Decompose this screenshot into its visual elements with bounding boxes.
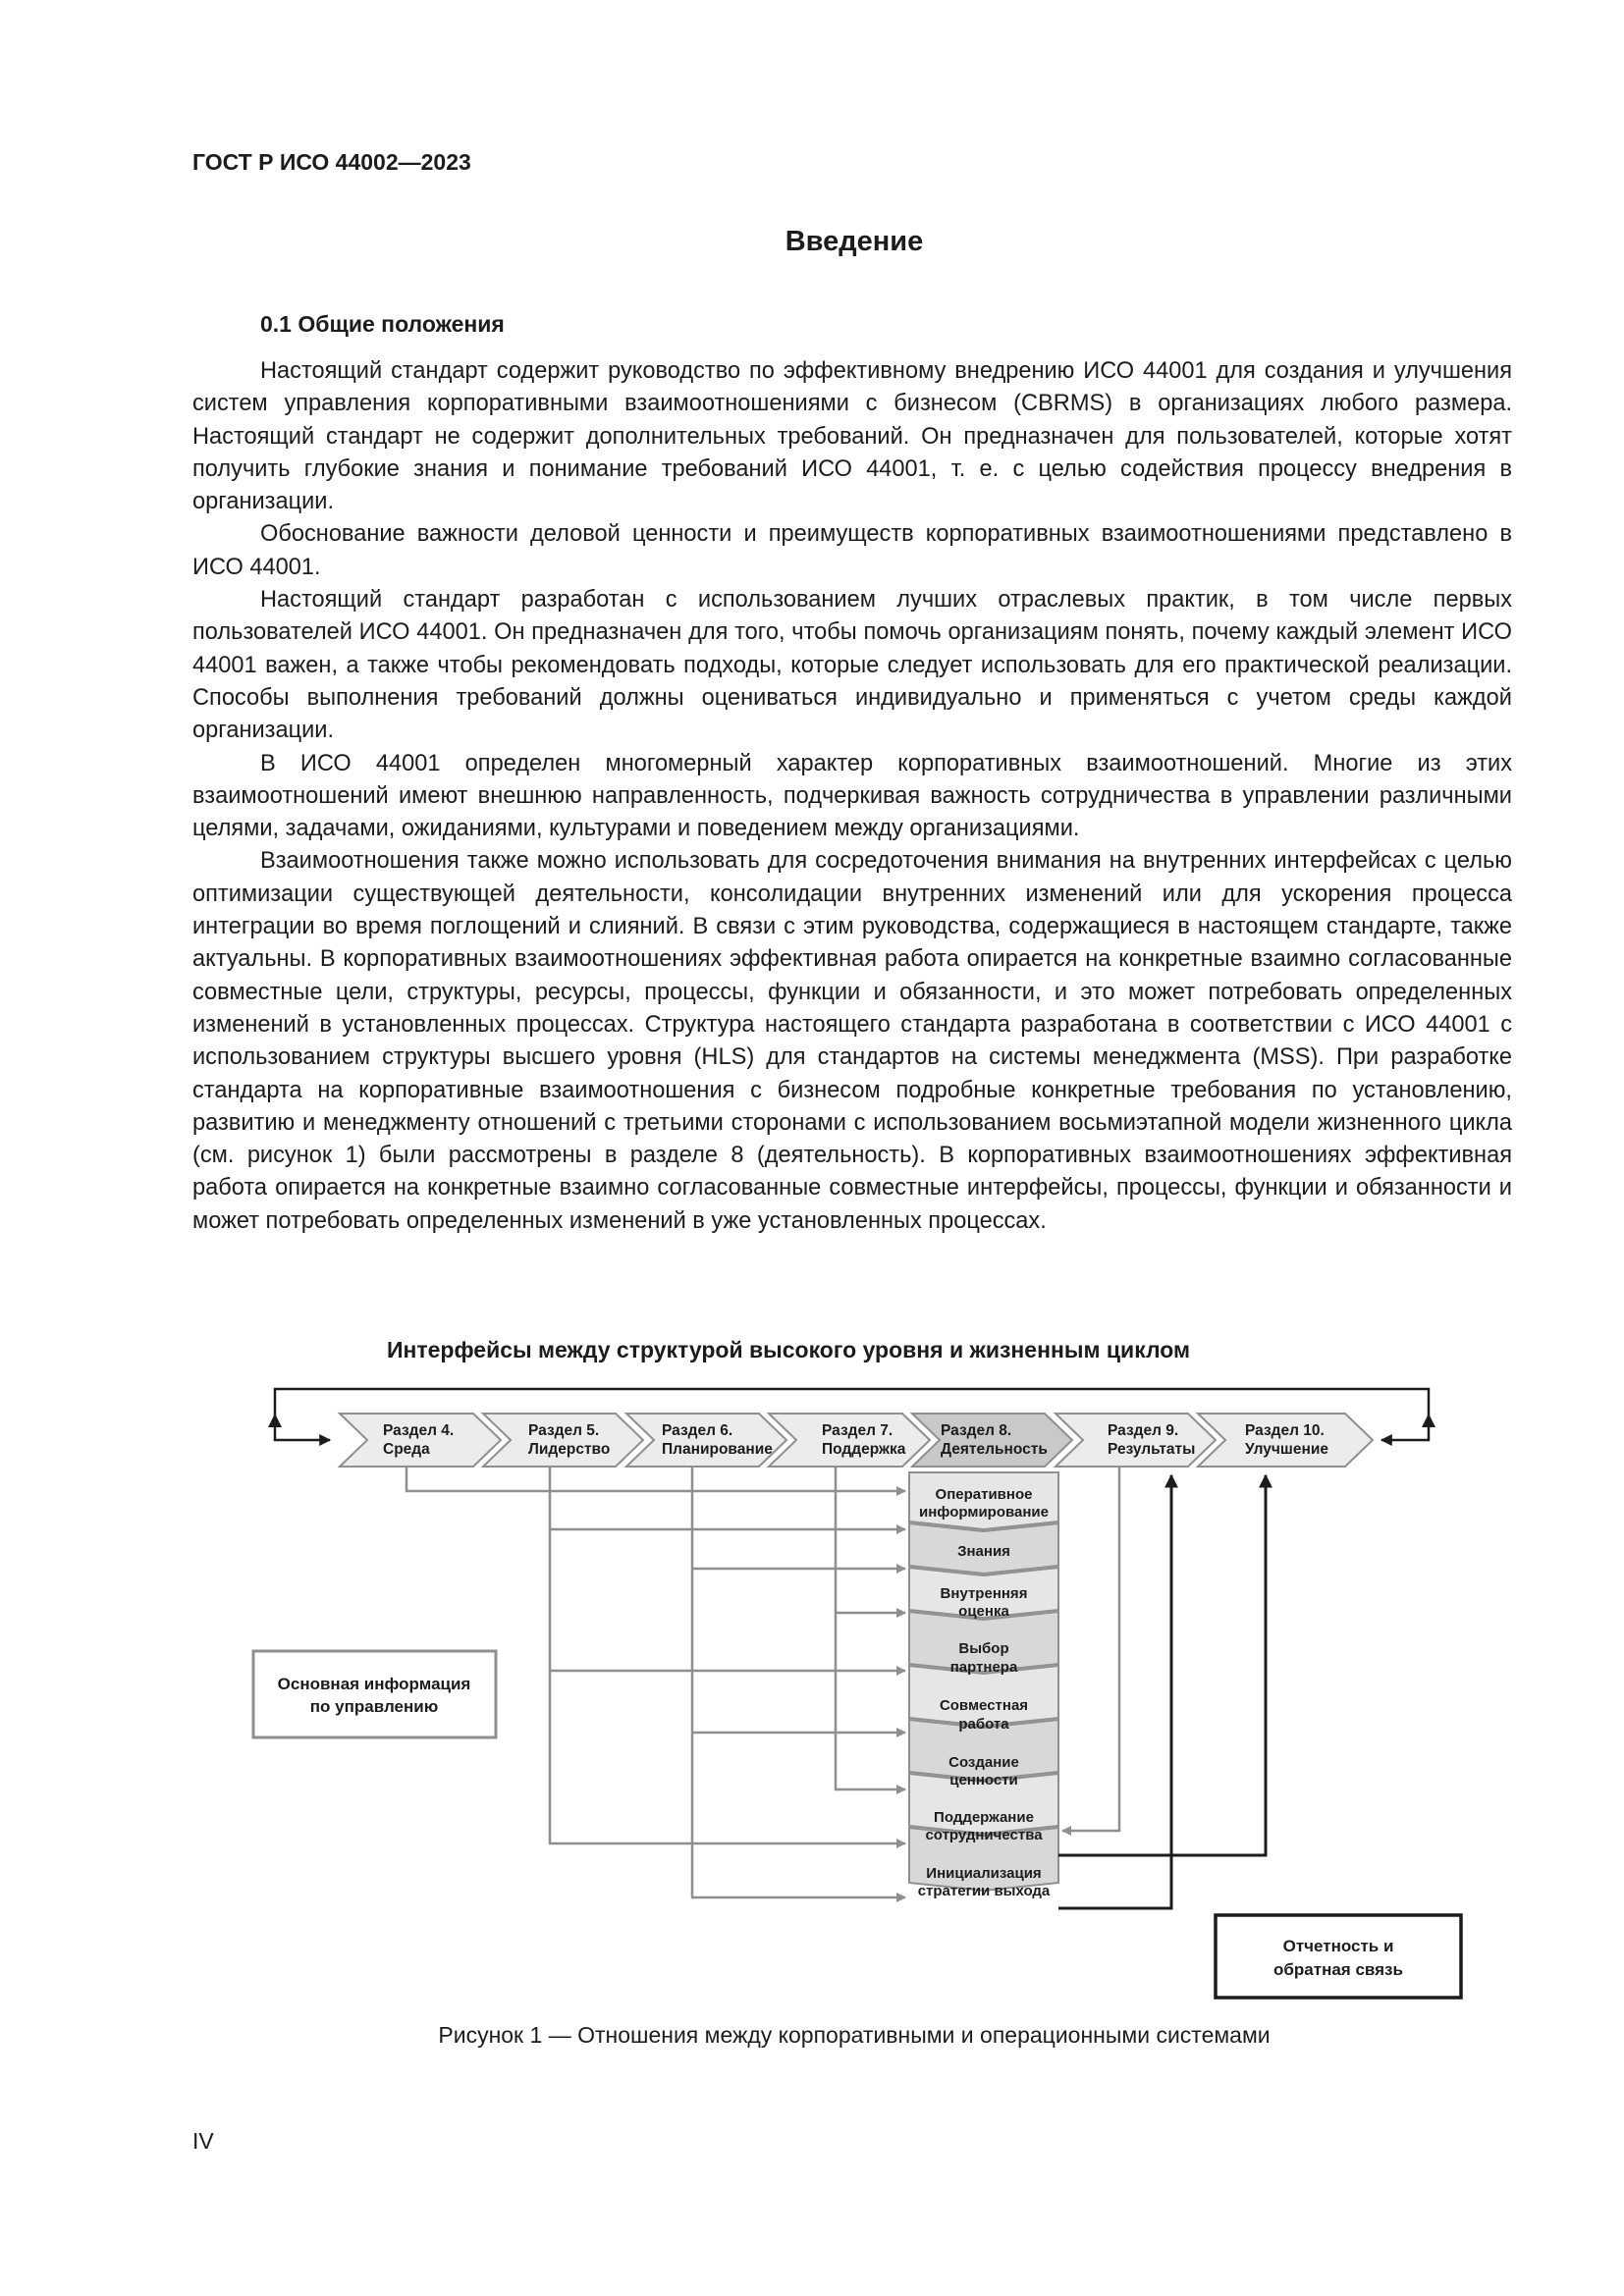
reporting-feedback-label: Отчетность и — [1282, 1937, 1394, 1955]
stage-label: Совместная — [939, 1697, 1029, 1714]
stage-label: Внутренняя — [940, 1585, 1028, 1602]
feedback-lines — [1058, 1475, 1266, 1908]
stage-label: Оперативное — [935, 1486, 1033, 1503]
section-number: Раздел 9. — [1108, 1422, 1179, 1439]
section-name: Среда — [383, 1441, 430, 1458]
stage-label: Выбор — [958, 1640, 1009, 1657]
section-number: Раздел 8. — [941, 1422, 1012, 1439]
section-name: Планирование — [662, 1441, 773, 1458]
section-number: Раздел 10. — [1245, 1422, 1325, 1439]
section-number: Раздел 5. — [528, 1422, 600, 1439]
section-name: Деятельность — [941, 1441, 1048, 1458]
stage-label: информирование — [919, 1504, 1049, 1521]
section-number: Раздел 7. — [822, 1422, 893, 1439]
paragraph: Обоснование важности деловой ценности и преимуществ корпоративных взаимоотношениями представлено в ИСО 44001. — [192, 521, 1512, 580]
stage-label: Инициализация — [926, 1865, 1042, 1882]
section-name: Результаты — [1108, 1441, 1196, 1458]
section-number: Раздел 4. — [383, 1422, 455, 1439]
body-text — [192, 355, 1512, 1238]
stage-label: Поддержание — [934, 1809, 1034, 1826]
stage-label: сотрудничества — [925, 1827, 1043, 1843]
section-name: Улучшение — [1245, 1441, 1328, 1458]
reporting-feedback-box — [1216, 1915, 1461, 1998]
relationship-diagram — [0, 1315, 1624, 2022]
management-info-label: Основная информация — [277, 1675, 471, 1693]
figure-title: Интерфейсы между структурой высокого уровня и жизненным циклом — [386, 1337, 1191, 1362]
figure-1 — [0, 1315, 1624, 2022]
section-number: Раздел 6. — [662, 1422, 733, 1439]
document-header: ГОСТ Р ИСО 44002—2023 — [192, 149, 471, 175]
stage-label: Знания — [957, 1543, 1010, 1560]
stage-label: стратегии выхода — [917, 1883, 1051, 1899]
management-info-box — [253, 1651, 496, 1737]
paragraph: В ИСО 44001 определен многомерный характер корпоративных взаимоотношений. Многие из этих взаимоотношений имеют внешнюю направленность, подчеркивая важность сотрудничества в управлении различными целями, задачами, ожиданиями, культурами и поведением между организациями. — [192, 750, 1512, 842]
subsection-title: 0.1 Общие положения — [260, 311, 505, 337]
stage-label: работа — [958, 1716, 1009, 1733]
stage-label: Создание — [948, 1754, 1019, 1771]
section-name: Поддержка — [822, 1441, 906, 1458]
page-number: IV — [192, 2128, 214, 2154]
paragraph: Настоящий стандарт содержит руководство по эффективному внедрению ИСО 44001 для создания и улучшения систем управления корпоративными взаимоотношениями с бизнесом (CBRMS) в организациях любого размера. Настоящий стандарт не содержит дополнительных требований. Он предназначен для пользователей, которые хотят получить глубокие знания и понимание требований ИСО 44001, т. е. с целью содействия процессу внедрения в организации. — [192, 358, 1512, 515]
paragraph: Взаимоотношения также можно использовать для сосредоточения внимания на внутренних интерфейсах с целью оптимизации существующей деятельности, консолидации внутренних изменений или для ускорения процесса интеграции во время поглощений и слияний. В связи с этим руководства, содержащиеся в настоящем стандарте, также актуальны. В корпоративных взаимоотношениях эффективная работа опирается на конкретные взаимно согласованные совместные цели, структуры, ресурсы, процессы, функции и обязанности, и это может потребовать определенных изменений в установленных процессах. Структура настоящего стандарта разработана в соответствии с ИСО 44001 с использованием структуры высшего уровня (HLS) для стандартов на системы менеджмента (MSS). При разработке стандарта на корпоративные взаимоотношения с бизнесом подробные конкретные требования по установлению, развитию и менеджменту отношений с третьими сторонами с использованием восьмиэтапной модели жизненного цикла (см. рисунок 1) были рассмотрены в разделе 8 (деятельность). В корпоративных взаимоотношениях эффективная работа опирается на конкретные взаимно согласованные совместные интерфейсы, процессы, функции и обязанности и может потребовать определенных изменений в уже установленных процессах. — [192, 848, 1512, 1234]
stage-label: оценка — [958, 1603, 1009, 1620]
paragraph: Настоящий стандарт разработан с использованием лучших отраслевых практик, в том числе первых пользователей ИСО 44001. Он предназначен для того, чтобы помочь организациям понять, почему каждый элемент ИСО 44001 важен, а также чтобы рекомендовать подходы, которые следует использовать для его практической реализации. Способы выполнения требований должны оцениваться индивидуально и применяться с учетом среды каждой организации. — [192, 587, 1512, 744]
management-info-label: по управлению — [309, 1697, 439, 1716]
section-name: Лидерство — [528, 1441, 611, 1458]
section-title: Введение — [785, 226, 924, 257]
stage-label: партнера — [949, 1659, 1018, 1676]
figure-caption: Рисунок 1 — Отношения между корпоративными и операционными системами — [438, 2022, 1271, 2048]
reporting-feedback-label: обратная связь — [1273, 1960, 1403, 1979]
stage-label: ценности — [949, 1772, 1018, 1789]
